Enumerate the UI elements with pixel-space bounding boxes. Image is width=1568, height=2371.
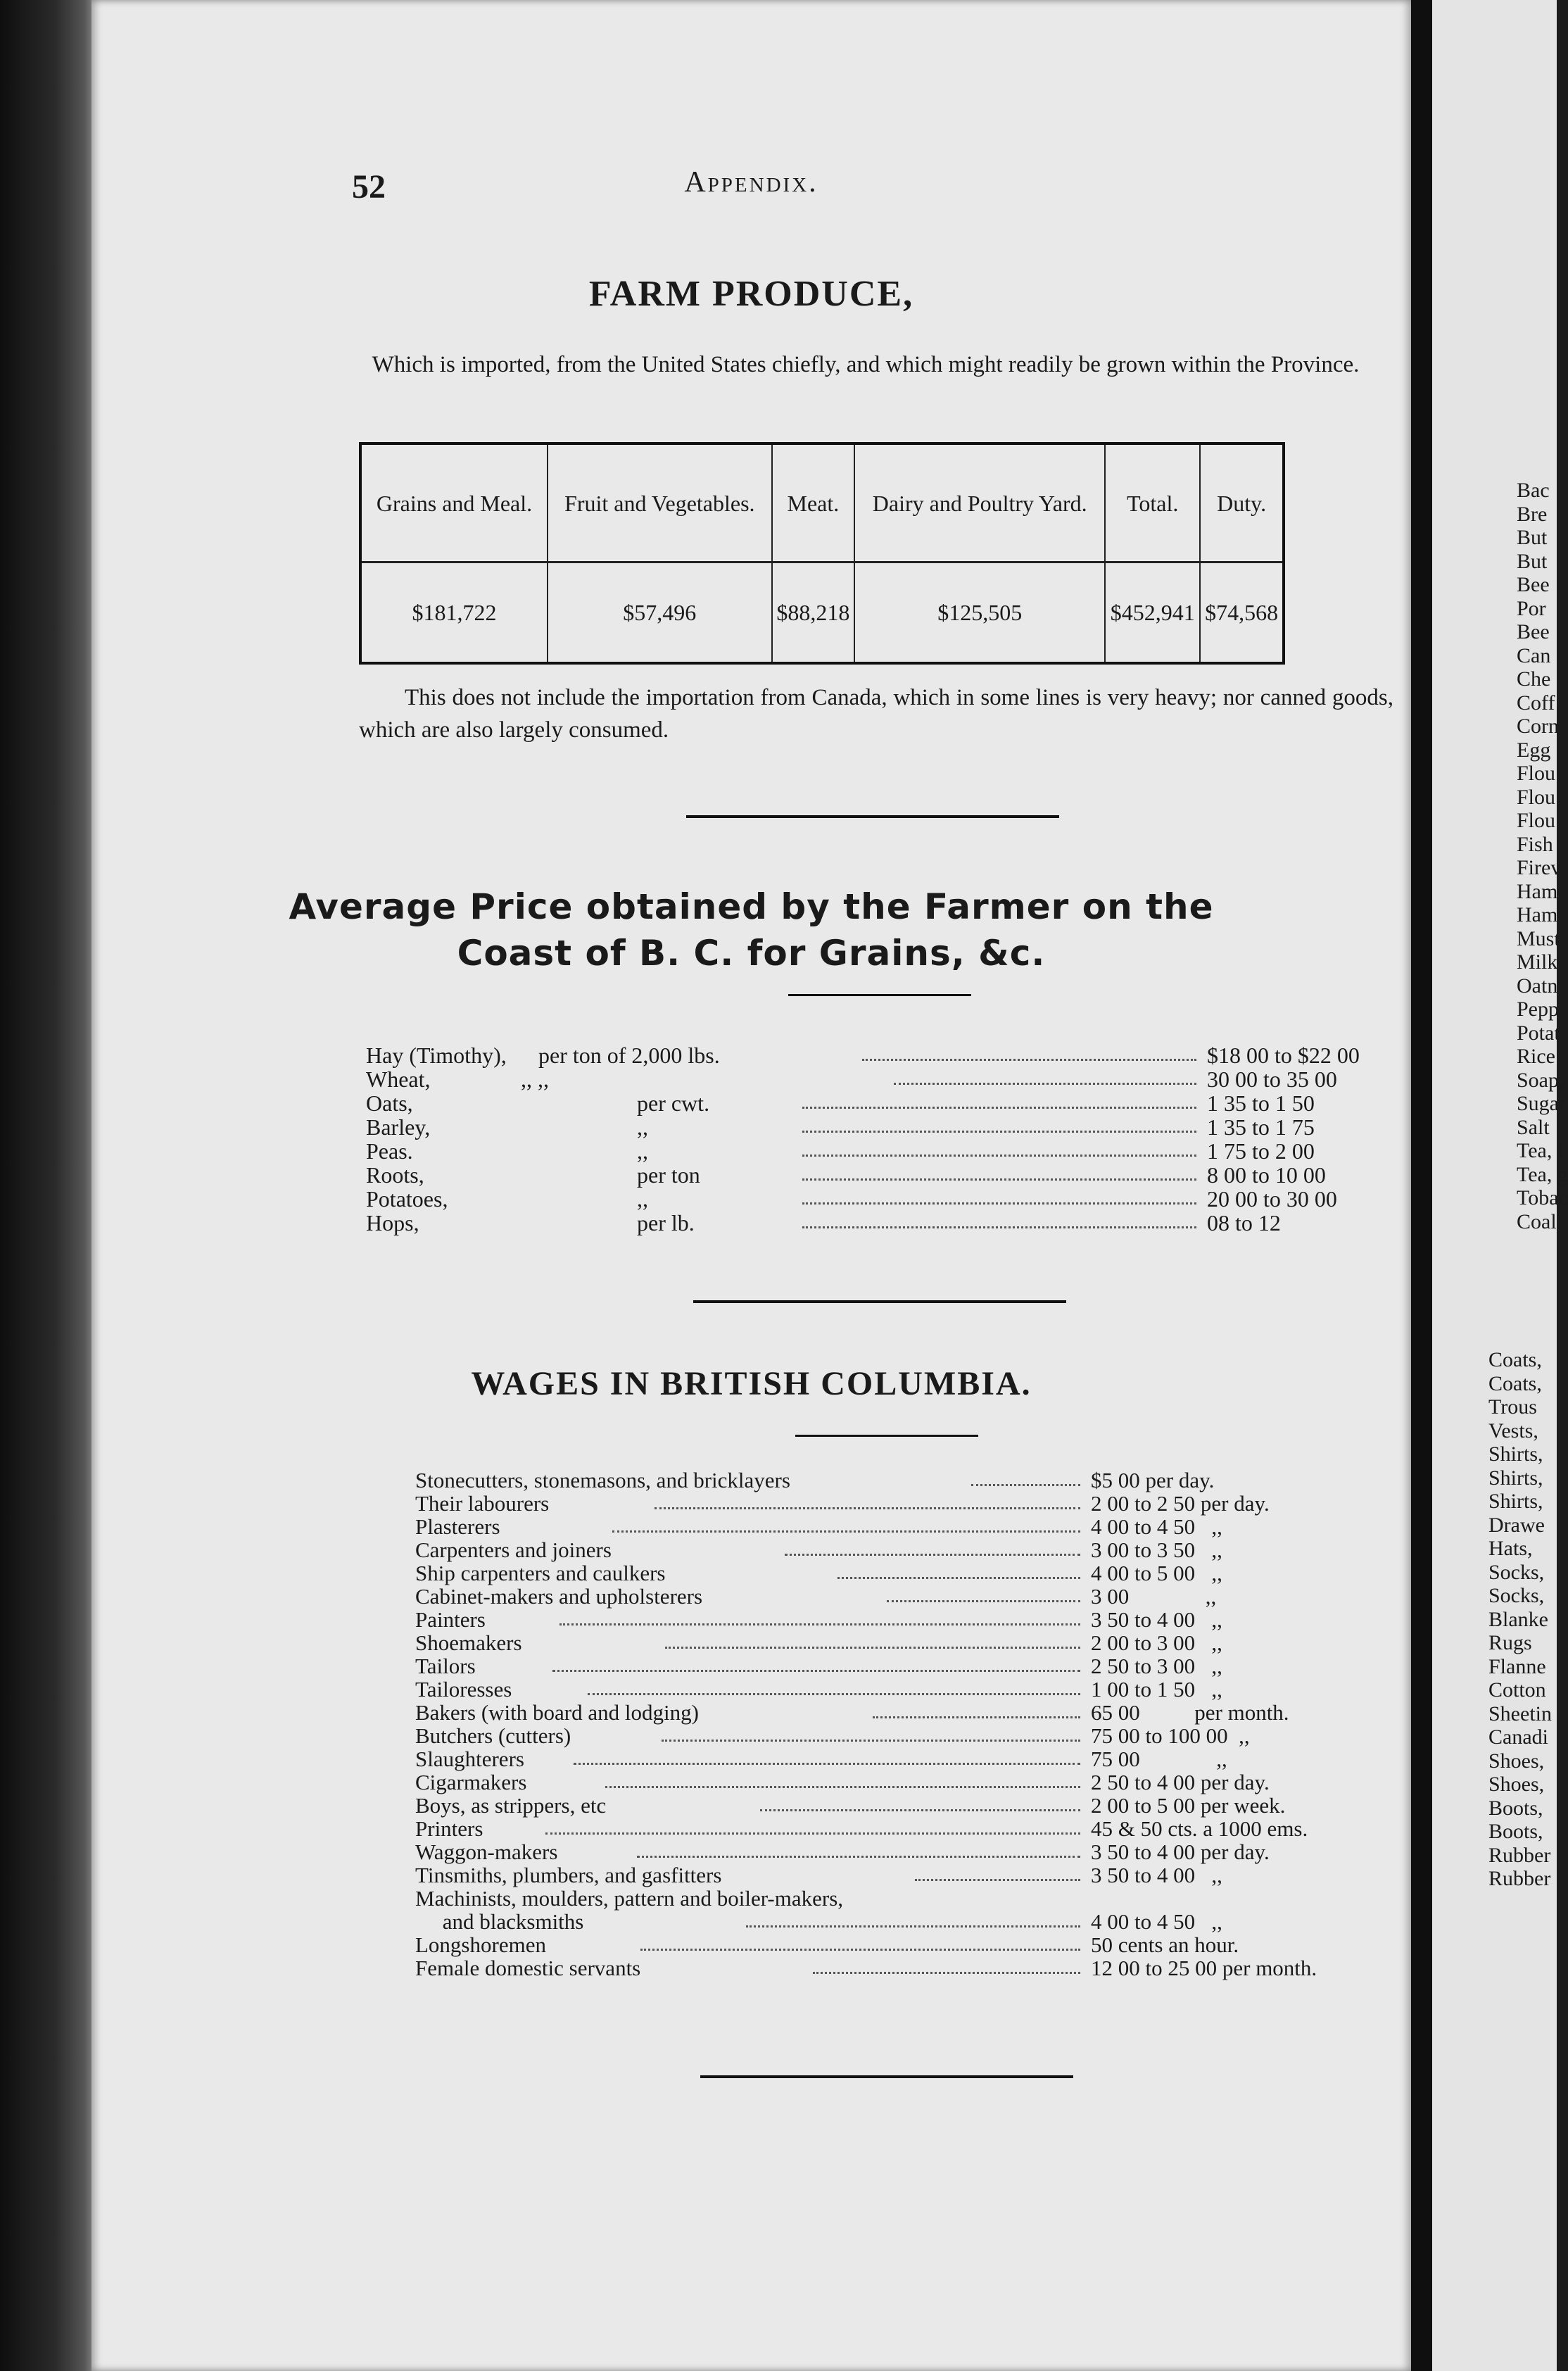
facing-page-line: Canadi bbox=[1488, 1725, 1548, 1749]
wage-trade: Boys, as strippers, etc bbox=[415, 1793, 607, 1818]
dot-leader bbox=[802, 1187, 1196, 1205]
facing-page-line: Vests, bbox=[1488, 1419, 1538, 1442]
facing-page-line: Ham bbox=[1517, 879, 1558, 903]
facing-page-line: Rice bbox=[1517, 1045, 1555, 1068]
facing-page-line: Corn bbox=[1517, 715, 1559, 738]
dot-leader bbox=[637, 1840, 1080, 1858]
table-header: Meat. bbox=[772, 444, 855, 562]
dot-leader bbox=[665, 1631, 1080, 1649]
dot-leader bbox=[894, 1067, 1196, 1085]
table-header: Grains and Meal. bbox=[360, 444, 548, 562]
price-item: Barley, bbox=[366, 1114, 431, 1140]
facing-page-line: Boots, bbox=[1488, 1796, 1543, 1820]
facing-page-line: Drawe bbox=[1488, 1513, 1545, 1537]
price-unit: ,, bbox=[637, 1138, 648, 1164]
wage-trade: Tinsmiths, plumbers, and gasfitters bbox=[415, 1863, 722, 1887]
farm-produce-title: FARM PRODUCE, bbox=[588, 274, 914, 314]
table-cell: $125,505 bbox=[854, 562, 1105, 664]
price-item: Oats, bbox=[366, 1090, 413, 1116]
wage-trade: Female domestic servants bbox=[415, 1956, 641, 1980]
facing-page-line: Flou bbox=[1517, 809, 1556, 832]
dot-leader bbox=[802, 1163, 1196, 1181]
dot-leader bbox=[545, 1817, 1080, 1835]
book-spine bbox=[0, 0, 91, 2371]
facing-page-line: Egg bbox=[1517, 738, 1551, 762]
facing-page-line: Flanne bbox=[1488, 1654, 1546, 1678]
wage-trade: Painters bbox=[415, 1607, 486, 1632]
price-unit: per cwt. bbox=[637, 1090, 710, 1116]
wage-trade: Shoemakers bbox=[415, 1630, 522, 1655]
table-row bbox=[360, 562, 1284, 664]
dot-leader bbox=[559, 1608, 1080, 1625]
wage-trade: Tailoresses bbox=[415, 1677, 512, 1702]
facing-page-line: Oatn bbox=[1517, 974, 1558, 998]
short-divider bbox=[788, 994, 971, 996]
wage-trade: Longshoremen bbox=[415, 1932, 546, 1957]
dot-leader bbox=[785, 1538, 1080, 1556]
wage-trade: Ship carpenters and caulkers bbox=[415, 1561, 666, 1585]
wage-trade: Waggon-makers bbox=[415, 1839, 558, 1864]
facing-page-line: Blanke bbox=[1488, 1607, 1548, 1631]
facing-page-line: Bre bbox=[1517, 502, 1548, 526]
wage-trade: Cigarmakers bbox=[415, 1770, 527, 1794]
facing-page-line: Por bbox=[1517, 596, 1546, 620]
wage-trade: Their labourers bbox=[415, 1491, 550, 1516]
short-divider bbox=[795, 1435, 978, 1437]
price-item: Peas. bbox=[366, 1138, 413, 1164]
facing-page-line: Hats, bbox=[1488, 1537, 1533, 1560]
wage-rate: 65 00 per month. bbox=[1091, 1700, 1289, 1725]
wage-trade: Printers bbox=[415, 1816, 483, 1841]
dot-leader bbox=[588, 1678, 1080, 1695]
dot-leader bbox=[862, 1043, 1196, 1061]
wage-trade: Stonecutters, stonemasons, and bricklayers bbox=[415, 1468, 790, 1492]
wage-rate: 3 00 to 3 50 ,, bbox=[1091, 1537, 1222, 1562]
facing-page-line: Pepp bbox=[1517, 998, 1559, 1021]
dot-leader bbox=[915, 1863, 1080, 1881]
prices-title-line: Average Price obtained by the Farmer on the bbox=[289, 886, 1214, 927]
facing-page-line: Shirts, bbox=[1488, 1442, 1543, 1466]
wage-rate: 4 00 to 5 00 ,, bbox=[1091, 1561, 1222, 1585]
dot-leader bbox=[574, 1747, 1080, 1765]
price-value: 20 00 to 30 00 bbox=[1207, 1186, 1337, 1212]
wage-trade: Carpenters and joiners bbox=[415, 1537, 612, 1562]
farm-produce-subtitle: Which is imported, from the United States chiefly, and which might readily be grown within the Province. bbox=[372, 352, 1360, 377]
wage-trade: Butchers (cutters) bbox=[415, 1723, 571, 1748]
wage-rate: 75 00 ,, bbox=[1091, 1747, 1227, 1771]
wage-trade: Slaughterers bbox=[415, 1747, 524, 1771]
dot-leader bbox=[802, 1211, 1196, 1228]
price-unit: ,, ,, bbox=[521, 1067, 549, 1092]
wage-rate: $5 00 per day. bbox=[1091, 1468, 1215, 1492]
facing-page-line: Cotton bbox=[1488, 1678, 1546, 1702]
wage-trade: Bakers (with board and lodging) bbox=[415, 1700, 699, 1725]
facing-page-line: Shoes, bbox=[1488, 1773, 1545, 1796]
wage-trade: and blacksmiths bbox=[415, 1909, 584, 1934]
price-item: Hay (Timothy), bbox=[366, 1043, 507, 1068]
running-head: Appendix. bbox=[684, 166, 818, 199]
facing-page-line: But bbox=[1517, 549, 1548, 573]
wage-rate: 2 00 to 2 50 per day. bbox=[1091, 1491, 1270, 1516]
facing-page-line: Shirts, bbox=[1488, 1466, 1543, 1490]
facing-page-line: Coff bbox=[1517, 691, 1555, 715]
wage-rate: 2 00 to 5 00 per week. bbox=[1091, 1793, 1286, 1818]
table-cell: $452,941 bbox=[1105, 562, 1200, 664]
dot-leader bbox=[552, 1654, 1080, 1672]
wage-rate: 3 50 to 4 00 ,, bbox=[1091, 1607, 1222, 1632]
section-divider bbox=[693, 1300, 1066, 1303]
facing-page-line: Fish bbox=[1517, 832, 1553, 856]
facing-page-line: Boots, bbox=[1488, 1820, 1543, 1843]
dot-leader bbox=[612, 1515, 1080, 1533]
wage-rate: 3 50 to 4 00 per day. bbox=[1091, 1839, 1270, 1864]
table-cell: $57,496 bbox=[548, 562, 772, 664]
wage-rate: 1 00 to 1 50 ,, bbox=[1091, 1677, 1222, 1702]
facing-page-line: Tobac bbox=[1517, 1186, 1568, 1209]
dot-leader bbox=[873, 1701, 1080, 1718]
facing-page-top-column bbox=[1517, 479, 1568, 1233]
price-value: 8 00 to 10 00 bbox=[1207, 1162, 1326, 1188]
wage-rate: 4 00 to 4 50 ,, bbox=[1091, 1909, 1222, 1934]
page-gutter bbox=[1411, 0, 1432, 2371]
wages-title: WAGES IN BRITISH COLUMBIA. bbox=[471, 1365, 1032, 1402]
facing-page-line: Must bbox=[1517, 926, 1560, 950]
price-value: 08 to 12 bbox=[1207, 1210, 1281, 1235]
dot-leader bbox=[662, 1724, 1080, 1742]
price-item: Wheat, bbox=[366, 1067, 431, 1092]
wage-rate: 2 00 to 3 00 ,, bbox=[1091, 1630, 1222, 1655]
dot-leader bbox=[802, 1115, 1196, 1133]
facing-page-line: Socks, bbox=[1488, 1560, 1545, 1584]
page bbox=[91, 0, 1411, 2371]
farm-produce-note: This does not include the importation from Canada, which in some lines is very heavy; nor canned goods, which are also largely consumed. bbox=[359, 685, 1393, 743]
price-unit: ,, bbox=[637, 1114, 648, 1140]
facing-page-line: Flou bbox=[1517, 785, 1556, 809]
price-unit: per ton bbox=[637, 1162, 700, 1188]
dot-leader bbox=[760, 1794, 1080, 1811]
table-cell: $181,722 bbox=[412, 599, 497, 625]
facing-page-bottom-column bbox=[1488, 1348, 1552, 1891]
price-value: 1 75 to 2 00 bbox=[1207, 1138, 1315, 1164]
price-item: Hops, bbox=[366, 1210, 419, 1235]
wage-rate: 12 00 to 25 00 per month. bbox=[1091, 1956, 1317, 1980]
table-header: Dairy and Poultry Yard. bbox=[854, 444, 1105, 562]
farm-produce-table bbox=[359, 442, 1285, 665]
facing-page bbox=[1432, 0, 1568, 2371]
table-header: Total. bbox=[1105, 444, 1200, 562]
price-unit: ,, bbox=[637, 1186, 648, 1212]
price-item: Roots, bbox=[366, 1162, 424, 1188]
facing-page-line: Flou bbox=[1517, 762, 1556, 785]
facing-page-line: Shirts, bbox=[1488, 1490, 1543, 1513]
price-value: 1 35 to 1 75 bbox=[1207, 1114, 1315, 1140]
facing-page-line: Tea, l bbox=[1517, 1139, 1564, 1162]
price-value: 1 35 to 1 50 bbox=[1207, 1090, 1315, 1116]
facing-page-line: Can bbox=[1517, 643, 1551, 667]
facing-page-line: Bee bbox=[1517, 573, 1550, 596]
price-value: 30 00 to 35 00 bbox=[1207, 1067, 1337, 1092]
facing-page-line: Soap, bbox=[1517, 1068, 1564, 1092]
facing-page-line: Rubber bbox=[1488, 1843, 1551, 1867]
dot-leader bbox=[655, 1492, 1080, 1509]
facing-page-line: Socks, bbox=[1488, 1584, 1545, 1607]
prices-title bbox=[91, 883, 1411, 976]
facing-page-line: Coal. bbox=[1517, 1209, 1562, 1233]
facing-page-line: Coats, bbox=[1488, 1348, 1542, 1371]
price-unit: per lb. bbox=[637, 1210, 695, 1235]
facing-page-line: Rugs bbox=[1488, 1631, 1532, 1654]
facing-page-line: Sheetin bbox=[1488, 1702, 1552, 1725]
table-header: Fruit and Vegetables. bbox=[548, 444, 772, 562]
section-divider bbox=[700, 2075, 1073, 2078]
price-value: $18 00 to $22 00 bbox=[1207, 1043, 1360, 1068]
dot-leader bbox=[971, 1468, 1080, 1486]
wage-rate: 4 00 to 4 50 ,, bbox=[1091, 1514, 1222, 1539]
facing-page-line: Tea, g bbox=[1517, 1162, 1568, 1186]
price-unit: per ton of 2,000 lbs. bbox=[538, 1043, 720, 1068]
facing-page-line: Che bbox=[1517, 667, 1551, 691]
dot-leader bbox=[813, 1956, 1080, 1974]
facing-page-line: Salt bbox=[1517, 1115, 1550, 1139]
wage-rate: 2 50 to 4 00 per day. bbox=[1091, 1770, 1270, 1794]
facing-page-line: Shoes, bbox=[1488, 1749, 1545, 1773]
dot-leader bbox=[746, 1910, 1080, 1927]
dot-leader bbox=[640, 1933, 1080, 1951]
price-item: Potatoes, bbox=[366, 1186, 448, 1212]
wage-rate: 3 50 to 4 00 ,, bbox=[1091, 1863, 1222, 1887]
wage-rate: 2 50 to 3 00 ,, bbox=[1091, 1654, 1222, 1678]
facing-page-line: Firev bbox=[1517, 856, 1562, 879]
section-divider bbox=[686, 815, 1059, 818]
dot-leader bbox=[605, 1771, 1080, 1788]
prices-title-line: Coast of B. C. for Grains, &c. bbox=[457, 933, 1046, 974]
facing-page-line: Potat bbox=[1517, 1021, 1560, 1045]
facing-page-line: Trous bbox=[1488, 1395, 1537, 1419]
table-header: Duty. bbox=[1200, 444, 1284, 562]
dot-leader bbox=[887, 1585, 1080, 1602]
facing-page-line: Bee bbox=[1517, 620, 1550, 643]
wage-trade: Plasterers bbox=[415, 1514, 500, 1539]
facing-page-line: Sugar bbox=[1517, 1092, 1566, 1115]
dot-leader bbox=[802, 1139, 1196, 1157]
wage-rate: 3 00 ,, bbox=[1091, 1584, 1217, 1609]
wage-rate: 50 cents an hour. bbox=[1091, 1932, 1239, 1957]
table-header-row bbox=[360, 444, 1284, 562]
facing-page-line: But bbox=[1517, 526, 1548, 549]
wage-trade: Machinists, moulders, pattern and boiler-makers, bbox=[415, 1886, 844, 1911]
dot-leader bbox=[837, 1561, 1080, 1579]
page-number: 52 bbox=[352, 168, 386, 206]
facing-page-line: Rubber bbox=[1488, 1867, 1551, 1890]
table-cell: $88,218 bbox=[772, 562, 855, 664]
facing-page-line: Ham bbox=[1517, 903, 1558, 926]
facing-page-line: Coats, bbox=[1488, 1371, 1542, 1395]
dot-leader bbox=[802, 1091, 1196, 1109]
wage-rate: 45 & 50 cts. a 1000 ems. bbox=[1091, 1816, 1308, 1841]
table-cell: $74,568 bbox=[1200, 562, 1284, 664]
wage-trade: Cabinet-makers and upholsterers bbox=[415, 1584, 703, 1609]
facing-page-line: Bac bbox=[1517, 479, 1550, 502]
facing-page-line: Milk bbox=[1517, 950, 1558, 974]
wage-rate: 75 00 to 100 00 ,, bbox=[1091, 1723, 1250, 1748]
wage-trade: Tailors bbox=[415, 1654, 476, 1678]
